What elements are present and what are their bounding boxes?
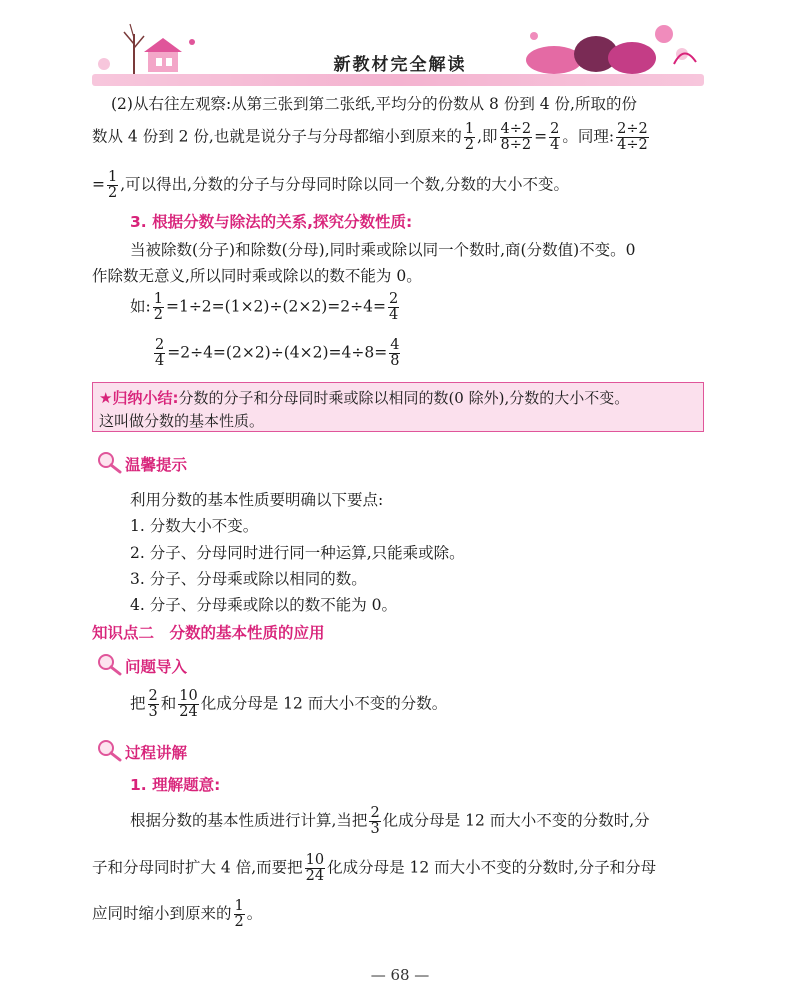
para1-line-2: 数从 4 份到 2 份,也就是说分子与分母都缩小到原来的 $\frac{1}{2}$ ,即 $\frac{4\div 2}{8\div 2}$ = $\frac{2}{4}$ 。同理: $\frac{2\div 2}{4\div 2}$ [92,121,648,154]
fraction: $\frac{1}{2}$ [234,898,244,931]
process-line-3: 应同时缩小到原来的 $\frac{1}{2}$ 。 [92,898,263,931]
fraction: $\frac{1}{2}$ [153,291,163,324]
knowledge-point-2-title: 知识点二 分数的基本性质的应用 [92,624,325,642]
fraction: $\frac{4}{8}$ [390,337,400,370]
process-line-1: 根据分数的基本性质进行计算,当把 $\frac{2}{3}$ 化成分母是 12 而大小不变的分数时,分 [130,805,650,838]
magnifier-icon [96,450,124,474]
tips-intro: 利用分数的基本性质要明确以下要点: [130,491,384,509]
example-line-1: 如: $\frac{1}{2}$ =1÷2=(1×2)÷(2×2)=2÷4= $\frac{2}{4}$ [130,291,399,324]
summary-box [92,382,704,432]
para1-line-1: (2)从右往左观察:从第三张到第二张纸,平均分的份数从 8 份到 4 份,所取的份 [111,95,637,113]
summary-label: ★归纳小结: [99,389,179,407]
header-title: 新教材完全解读 [333,55,467,75]
process-subtitle: 1. 理解题意: [130,776,221,794]
tips-item: 2. 分子、分母同时进行同一种运算,只能乘或除。 [130,544,465,562]
tips-item: 4. 分子、分母乘或除以的数不能为 0。 [130,596,398,614]
magnifier-icon [96,652,124,676]
magnifier-icon [96,738,124,762]
fraction: $\frac{2}{4}$ [388,291,399,324]
process-title: 过程讲解 [125,744,188,762]
page-number: — 68 — [370,966,430,984]
summary-line-1: 分数的分子和分母同时乘或除以相同的数(0 除外),分数的大小不变。 [178,389,630,407]
tips-title: 温馨提示 [125,456,188,474]
summary-line-2: 这叫做分数的基本性质。 [99,412,265,430]
fraction: $\frac{1}{2}$ [108,169,118,202]
example-line-2: $\frac{2}{4}$ =2÷4=(2×2)÷(4×2)=4÷8= $\frac{4}{8}$ [155,337,400,370]
fraction: $\frac{10}{24}$ [179,688,198,721]
section-3-line-1: 当被除数(分子)和除数(分母),同时乘或除以同一个数时,商(分数值)不变。0 [130,241,636,259]
tips-item: 1. 分数大小不变。 [130,517,259,535]
fraction: $\frac{4\div 2}{8\div 2}$ [500,121,532,154]
tips-item: 3. 分子、分母乘或除以相同的数。 [130,570,367,588]
fraction: $\frac{2\div 2}{4\div 2}$ [617,121,648,154]
process-line-2: 子和分母同时扩大 4 倍,而要把 $\frac{10}{24}$ 化成分母是 12 而大小不变的分数时,分子和分母 [92,852,657,885]
fraction: $\frac{1}{2}$ [464,121,475,154]
intro-title: 问题导入 [125,658,188,676]
fraction: $\frac{10}{24}$ [305,852,325,885]
fraction: $\frac{2}{4}$ [155,337,165,370]
fraction: $\frac{2}{3}$ [148,688,158,721]
intro-problem: 把 $\frac{2}{3}$ 和 $\frac{10}{24}$ 化成分母是 12 而大小不变的分数。 [130,688,448,721]
section-3-title: 3. 根据分数与除法的关系,探究分数性质: [130,213,413,231]
fraction: $\frac{2}{4}$ [550,121,560,154]
para1-line-3: = $\frac{1}{2}$ ,可以得出,分数的分子与分母同时除以同一个数,分数的大小不变。 [92,169,570,202]
header-band [92,74,704,86]
section-3-line-2: 作除数无意义,所以同时乘或除以的数不能为 0。 [92,267,422,285]
fraction: $\frac{2}{3}$ [370,805,380,838]
